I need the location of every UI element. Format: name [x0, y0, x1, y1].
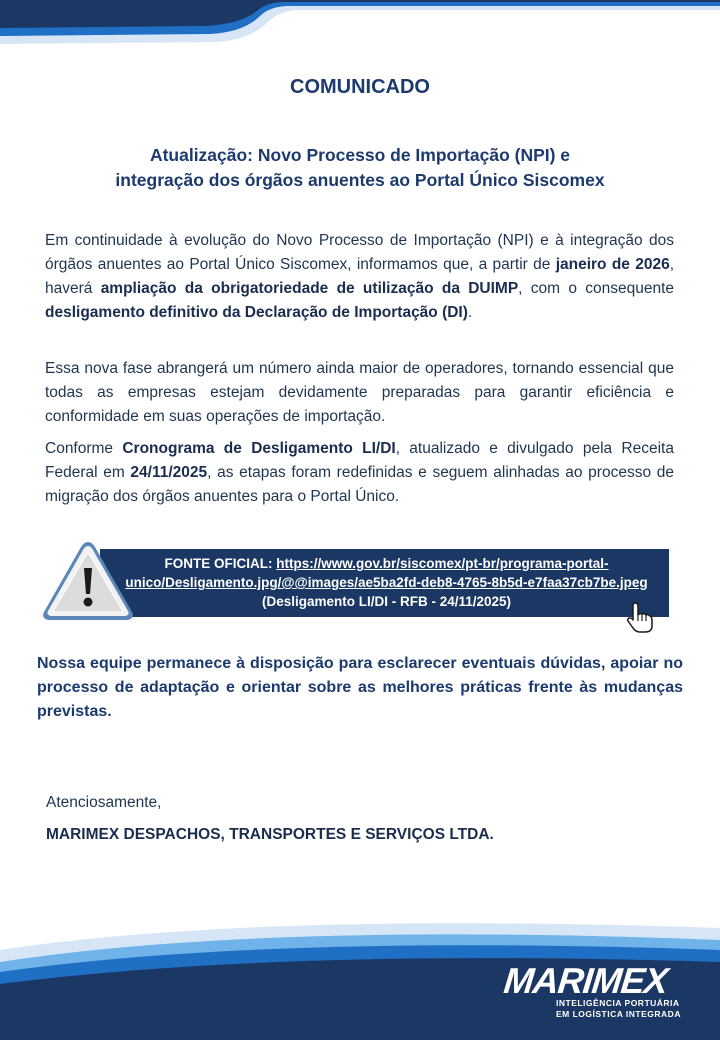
paragraph-3: [45, 437, 674, 509]
subtitle: [40, 143, 680, 193]
p3-text-2: , atualizado e divulgado pela Receita Federal em: [45, 440, 674, 481]
paragraph-2: Essa nova fase abrangerá um número ainda maior de operadores, tornando essencial que todas as empresas estejam devidamente preparadas para garantir eficiência e conformidade em suas operações de importação.: [45, 360, 674, 425]
p1-bold-1: janeiro de 2026: [555, 256, 670, 273]
p3-text-1: Conforme: [45, 440, 123, 457]
p1-bold-3: desligamento definitivo da Declaração de Importação (DI): [45, 304, 468, 321]
p1-text-1: Em continuidade à evolução do Novo Processo de Importação (NPI) e à integração dos órgãos anuentes ao Portal Único Siscomex, informamos que, a partir de: [45, 232, 674, 273]
regards-text: Atenciosamente,: [46, 794, 162, 811]
logo-tagline-2: EM LOGÍSTICA INTEGRADA: [556, 1009, 681, 1019]
p1-text-4: .: [467, 304, 473, 321]
closing-statement: Nossa equipe permanece à disposição para esclarecer eventuais dúvidas, apoiar no processo de adaptação e orientar sobre as melhores práticas frente às mudanças previstas.: [37, 655, 683, 720]
pointer-hand-icon: [624, 600, 656, 634]
subtitle-line-1: Atualização: Novo Processo de Importação (NPI) e: [149, 145, 571, 165]
company-name: MARIMEX DESPACHOS, TRANSPORTES E SERVIÇOS LTDA.: [46, 826, 494, 843]
official-source-box: [100, 549, 669, 617]
p3-text-3: , as etapas foram redefinidas e seguem alinhadas ao processo de migração dos órgãos anuentes para o Portal Único.: [45, 464, 674, 505]
p3-bold-2: 24/11/2025: [130, 464, 208, 481]
p1-bold-2: ampliação da obrigatoriedade de utilização da DUIMP: [100, 280, 519, 297]
official-source-label: FONTE OFICIAL:: [164, 556, 277, 571]
p1-text-2: , haverá: [45, 256, 674, 297]
p1-text-3: , com o consequente: [518, 280, 674, 297]
logo-tagline-1: INTELIGÊNCIA PORTUÁRIA: [556, 998, 680, 1008]
page-title: COMUNICADO: [290, 76, 430, 98]
logo-wordmark: MARIMEX: [501, 960, 670, 1001]
official-source-suffix: (Desligamento LI/DI - RFB - 24/11/2025): [261, 594, 512, 609]
subtitle-line-2: integração dos órgãos anuentes ao Portal Único Siscomex: [115, 170, 605, 190]
p3-bold-1: Cronograma de Desligamento LI/DI: [122, 440, 396, 457]
official-source-link[interactable]: https://www.gov.br/siscomex/pt-br/programa-portal-unico/Desligamento.jpg/@@images/ae5ba2fd-deb8-4765-8b5d-e7faa37cb7be.jpeg: [125, 556, 648, 590]
paragraph-1: [45, 229, 674, 325]
warning-icon: [40, 536, 136, 624]
marimex-logo: [500, 960, 690, 1022]
header-wave-decoration: [0, 0, 720, 50]
